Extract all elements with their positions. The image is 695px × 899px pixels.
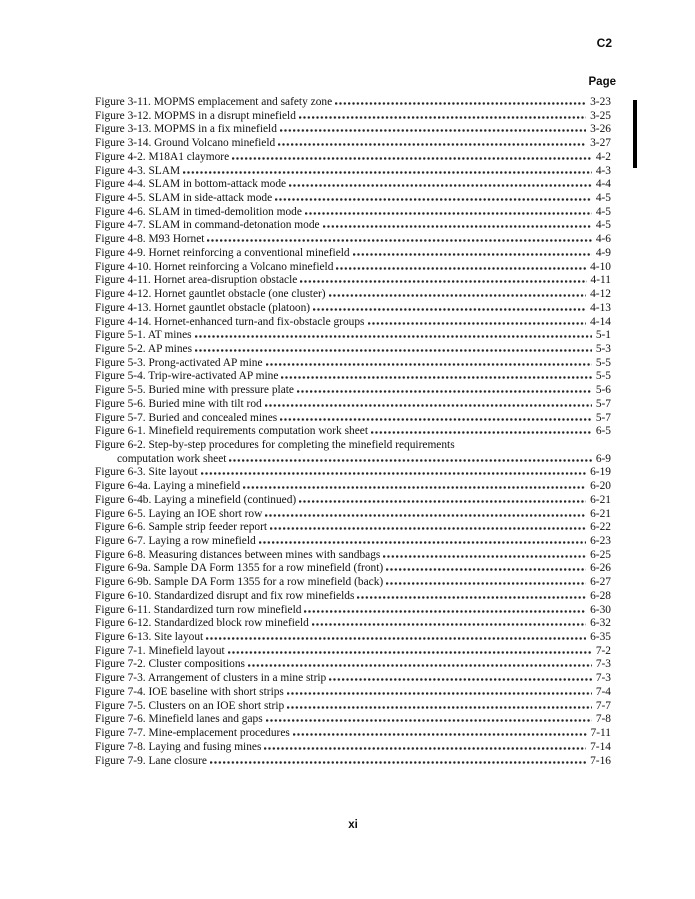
toc-entry bbox=[95, 755, 611, 769]
figure-page-number: 4-6 bbox=[595, 233, 611, 246]
toc-entry bbox=[95, 727, 611, 741]
page-column-header: Page bbox=[588, 76, 616, 88]
figure-page-number: 6-21 bbox=[590, 507, 611, 520]
dot-leader bbox=[207, 239, 591, 242]
figure-page-number: 3-27 bbox=[590, 137, 611, 150]
dot-leader bbox=[229, 459, 591, 462]
figure-page-number: 7-2 bbox=[595, 644, 611, 657]
toc-entry bbox=[95, 508, 611, 522]
figure-title: Figure 6-1. Minefield requirements computation work sheet bbox=[95, 425, 368, 438]
figure-page-number: 7-3 bbox=[595, 672, 611, 685]
figure-title: Figure 6-9b. Sample DA Form 1355 for a row minefield (back) bbox=[95, 576, 384, 589]
toc-entry bbox=[95, 398, 611, 412]
dot-leader bbox=[232, 157, 592, 160]
figure-page-number: 4-9 bbox=[595, 246, 611, 259]
figure-page-number: 6-30 bbox=[590, 603, 611, 616]
figure-title: Figure 6-13. Site layout bbox=[95, 631, 204, 644]
dot-leader bbox=[270, 527, 586, 530]
figure-page-number: 5-5 bbox=[595, 356, 611, 369]
toc-entry bbox=[95, 494, 611, 508]
figure-title: Figure 3-14. Ground Volcano minefield bbox=[95, 137, 276, 150]
figure-title: Figure 4-10. Hornet reinforcing a Volcano minefield bbox=[95, 260, 334, 273]
toc-entry bbox=[95, 261, 611, 275]
figure-title: Figure 3-13. MOPMS in a fix minefield bbox=[95, 123, 277, 136]
dot-leader bbox=[329, 678, 592, 681]
figure-title: Figure 6-12. Standardized block row minefield bbox=[95, 617, 309, 630]
figure-page-number: 6-23 bbox=[590, 535, 611, 547]
dot-leader bbox=[335, 102, 586, 105]
toc-entry bbox=[95, 137, 611, 151]
toc-entry bbox=[95, 562, 611, 576]
dot-leader bbox=[289, 184, 592, 187]
figure-page-number: 4-3 bbox=[595, 164, 611, 177]
dot-leader bbox=[264, 747, 586, 750]
dot-leader bbox=[248, 664, 592, 667]
toc-entry bbox=[95, 700, 611, 714]
figure-page-number: 5-7 bbox=[595, 411, 611, 424]
dot-leader bbox=[275, 198, 592, 201]
figure-page-number: 6-22 bbox=[590, 521, 611, 534]
dot-leader bbox=[300, 280, 586, 283]
figure-page-number: 5-1 bbox=[595, 329, 611, 342]
dot-leader bbox=[357, 596, 586, 599]
figure-page-number: 7-3 bbox=[595, 658, 611, 671]
dot-leader bbox=[297, 390, 592, 393]
toc-entry bbox=[95, 178, 611, 192]
toc-entry bbox=[95, 110, 611, 124]
toc-entry bbox=[95, 247, 611, 261]
toc-entry bbox=[95, 357, 611, 371]
figure-page-number: 4-13 bbox=[590, 301, 611, 314]
figure-title: Figure 3-11. MOPMS emplacement and safety zone bbox=[95, 96, 333, 108]
toc-entry bbox=[95, 604, 611, 618]
dot-leader bbox=[265, 404, 592, 407]
figure-title: Figure 5-7. Buried and concealed mines bbox=[95, 411, 278, 424]
dot-leader bbox=[287, 692, 592, 695]
figure-title: Figure 6-9a. Sample DA Form 1355 for a row minefield (front) bbox=[95, 562, 384, 575]
toc-entry bbox=[95, 192, 611, 206]
dot-leader bbox=[228, 651, 592, 654]
dot-leader bbox=[353, 253, 592, 256]
dot-leader bbox=[259, 541, 586, 544]
toc-entry bbox=[95, 151, 611, 165]
dot-leader bbox=[206, 637, 586, 640]
figure-title: Figure 6-8. Measuring distances between mines with sandbags bbox=[95, 548, 381, 561]
figure-title: Figure 7-2. Cluster compositions bbox=[95, 658, 245, 671]
toc-entry bbox=[95, 343, 611, 357]
dot-leader bbox=[371, 431, 592, 434]
figure-title: Figure 7-4. IOE baseline with short strips bbox=[95, 685, 284, 698]
figure-page-number: 4-14 bbox=[590, 315, 611, 328]
figure-title: Figure 6-2. Step-by-step procedures for completing the minefield requirements bbox=[95, 438, 455, 451]
toc-entry bbox=[95, 206, 611, 220]
figure-title: Figure 7-5. Clusters on an IOE short strip bbox=[95, 699, 285, 712]
dot-leader bbox=[210, 761, 586, 764]
toc-entry bbox=[95, 96, 611, 110]
figure-title: Figure 7-3. Arrangement of clusters in a mine strip bbox=[95, 672, 327, 685]
toc-entry bbox=[95, 384, 611, 398]
figure-title: Figure 5-1. AT mines bbox=[95, 329, 192, 342]
dot-leader bbox=[323, 225, 592, 228]
figure-title: Figure 5-6. Buried mine with tilt rod bbox=[95, 397, 262, 410]
figure-page-number: 7-11 bbox=[590, 727, 611, 740]
figure-title: Figure 7-1. Minefield layout bbox=[95, 644, 225, 657]
toc-entry bbox=[95, 329, 611, 343]
figure-title: Figure 6-10. Standardized disrupt and fix row minefields bbox=[95, 589, 355, 602]
figure-title: Figure 5-4. Trip-wire-activated AP mine bbox=[95, 370, 279, 383]
toc-entry bbox=[95, 412, 611, 426]
dot-leader bbox=[299, 500, 586, 503]
dot-leader bbox=[280, 129, 586, 132]
toc-entry bbox=[95, 713, 611, 727]
figure-page-number: 6-21 bbox=[590, 493, 611, 506]
dot-leader bbox=[265, 514, 586, 517]
figure-title: Figure 4-5. SLAM in side-attack mode bbox=[95, 192, 273, 205]
figure-page-number: 5-5 bbox=[595, 370, 611, 383]
figure-title: Figure 6-6. Sample strip feeder report bbox=[95, 521, 268, 534]
figure-title: Figure 7-9. Lane closure bbox=[95, 754, 207, 767]
change-notice-label: C2 bbox=[596, 36, 612, 50]
figure-page-number: 4-10 bbox=[590, 260, 611, 273]
dot-leader bbox=[305, 212, 592, 215]
figure-page-number: 5-7 bbox=[595, 397, 611, 410]
toc-entry bbox=[95, 741, 611, 755]
figure-page-number: 5-3 bbox=[595, 342, 611, 355]
dot-leader bbox=[368, 322, 587, 325]
figure-page-number: 3-23 bbox=[590, 96, 611, 108]
figure-page-number: 6-32 bbox=[590, 617, 611, 630]
figure-page-number: 3-25 bbox=[590, 109, 611, 122]
figure-page-number: 6-5 bbox=[595, 425, 611, 438]
toc-entry bbox=[95, 274, 611, 288]
figure-title: Figure 4-3. SLAM bbox=[95, 164, 181, 177]
toc-entry bbox=[95, 549, 611, 563]
figure-title: Figure 7-6. Minefield lanes and gaps bbox=[95, 713, 263, 726]
figure-page-number: 4-12 bbox=[590, 288, 611, 301]
figure-page-number: 6-9 bbox=[595, 452, 611, 465]
figure-page-number: 4-2 bbox=[595, 150, 611, 163]
dot-leader bbox=[281, 376, 591, 379]
dot-leader bbox=[329, 294, 587, 297]
dot-leader bbox=[386, 568, 586, 571]
figure-title: Figure 4-11. Hornet area-disruption obstacle bbox=[95, 274, 298, 287]
dot-leader bbox=[336, 267, 586, 270]
figure-title: Figure 4-6. SLAM in timed-demolition mode bbox=[95, 205, 302, 218]
toc-entry bbox=[95, 302, 611, 316]
figure-page-number: 6-35 bbox=[590, 631, 611, 644]
figure-title: Figure 5-2. AP mines bbox=[95, 342, 193, 355]
page-footer-number: xi bbox=[348, 819, 358, 831]
dot-leader bbox=[293, 733, 587, 736]
figure-page-number: 4-5 bbox=[595, 219, 611, 232]
figure-title: Figure 7-8. Laying and fusing mines bbox=[95, 740, 262, 753]
figure-page-number: 4-4 bbox=[595, 178, 611, 191]
toc-entry bbox=[95, 521, 611, 535]
figure-page-number: 7-8 bbox=[595, 713, 611, 726]
dot-leader bbox=[299, 116, 586, 119]
figure-title: Figure 4-12. Hornet gauntlet obstacle (one cluster) bbox=[95, 288, 326, 301]
toc-entry bbox=[95, 288, 611, 302]
figure-title: Figure 7-7. Mine-emplacement procedures bbox=[95, 727, 290, 740]
figure-page-number: 7-7 bbox=[595, 699, 611, 712]
figure-page-number: 6-20 bbox=[590, 480, 611, 493]
figure-title: Figure 6-11. Standardized turn row minefield bbox=[95, 603, 302, 616]
figure-title: Figure 4-13. Hornet gauntlet obstacle (platoon) bbox=[95, 301, 311, 314]
toc-entry bbox=[95, 370, 611, 384]
toc-entry bbox=[95, 686, 611, 700]
figure-title: Figure 4-9. Hornet reinforcing a conventional minefield bbox=[95, 246, 350, 259]
toc-entry bbox=[95, 631, 611, 645]
figure-page-number: 3-26 bbox=[590, 123, 611, 136]
figure-title: Figure 5-5. Buried mine with pressure plate bbox=[95, 384, 294, 397]
dot-leader bbox=[386, 582, 586, 585]
dot-leader bbox=[266, 719, 592, 722]
toc-entry bbox=[95, 233, 611, 247]
dot-leader bbox=[280, 418, 592, 421]
toc-entry bbox=[95, 576, 611, 590]
dot-leader bbox=[183, 171, 592, 174]
dot-leader bbox=[304, 610, 586, 613]
figure-title: Figure 5-3. Prong-activated AP mine bbox=[95, 356, 263, 369]
figure-title: Figure 4-8. M93 Hornet bbox=[95, 233, 205, 246]
figure-title: Figure 6-4a. Laying a minefield bbox=[95, 480, 241, 493]
dot-leader bbox=[312, 623, 586, 626]
figure-page-number: 7-14 bbox=[590, 740, 611, 753]
toc-entry bbox=[95, 480, 611, 494]
figure-title: Figure 4-7. SLAM in command-detonation mode bbox=[95, 219, 320, 232]
toc-entry bbox=[95, 439, 611, 453]
figure-title: Figure 4-14. Hornet-enhanced turn-and fix-obstacle groups bbox=[95, 315, 365, 328]
figure-page-number: 4-5 bbox=[595, 205, 611, 218]
dot-leader bbox=[383, 555, 586, 558]
toc-entry bbox=[95, 617, 611, 631]
figure-title: Figure 6-3. Site layout bbox=[95, 466, 198, 479]
figure-page-number: 4-5 bbox=[595, 192, 611, 205]
figure-page-number: 6-28 bbox=[590, 589, 611, 602]
figure-page-number: 6-27 bbox=[590, 576, 611, 589]
dot-leader bbox=[195, 335, 592, 338]
figure-title: Figure 4-2. M18A1 claymore bbox=[95, 150, 230, 163]
dot-leader bbox=[287, 706, 592, 709]
figure-page-number: 7-16 bbox=[590, 754, 611, 767]
toc-entry bbox=[95, 425, 611, 439]
toc-entry bbox=[95, 658, 611, 672]
figure-title: Figure 6-7. Laying a row minefield bbox=[95, 535, 256, 547]
toc-entry bbox=[95, 453, 611, 467]
figure-page-number: 6-25 bbox=[590, 548, 611, 561]
list-of-figures bbox=[95, 96, 611, 768]
figure-page-number: 6-19 bbox=[590, 466, 611, 479]
figure-page-number: 4-11 bbox=[590, 274, 611, 287]
dot-leader bbox=[243, 486, 586, 489]
dot-leader bbox=[278, 143, 586, 146]
figure-title: Figure 3-12. MOPMS in a disrupt minefield bbox=[95, 109, 296, 122]
toc-entry bbox=[95, 645, 611, 659]
figure-page-number: 7-4 bbox=[595, 685, 611, 698]
toc-entry bbox=[95, 672, 611, 686]
change-bar bbox=[633, 100, 637, 168]
toc-entry bbox=[95, 316, 611, 330]
dot-leader bbox=[313, 308, 586, 311]
dot-leader bbox=[195, 349, 592, 352]
toc-entry bbox=[95, 219, 611, 233]
dot-leader bbox=[266, 363, 592, 366]
figure-page-number: 6-26 bbox=[590, 562, 611, 575]
figure-title: Figure 6-4b. Laying a minefield (continued) bbox=[95, 493, 297, 506]
toc-entry bbox=[95, 590, 611, 604]
toc-entry bbox=[95, 123, 611, 137]
toc-entry bbox=[95, 535, 611, 549]
toc-entry bbox=[95, 466, 611, 480]
figure-title: Figure 4-4. SLAM in bottom-attack mode bbox=[95, 178, 287, 191]
figure-page-number: 5-6 bbox=[595, 384, 611, 397]
toc-entry bbox=[95, 165, 611, 179]
figure-title: Figure 6-5. Laying an IOE short row bbox=[95, 507, 263, 520]
dot-leader bbox=[201, 472, 587, 475]
figure-title: computation work sheet bbox=[117, 452, 227, 465]
